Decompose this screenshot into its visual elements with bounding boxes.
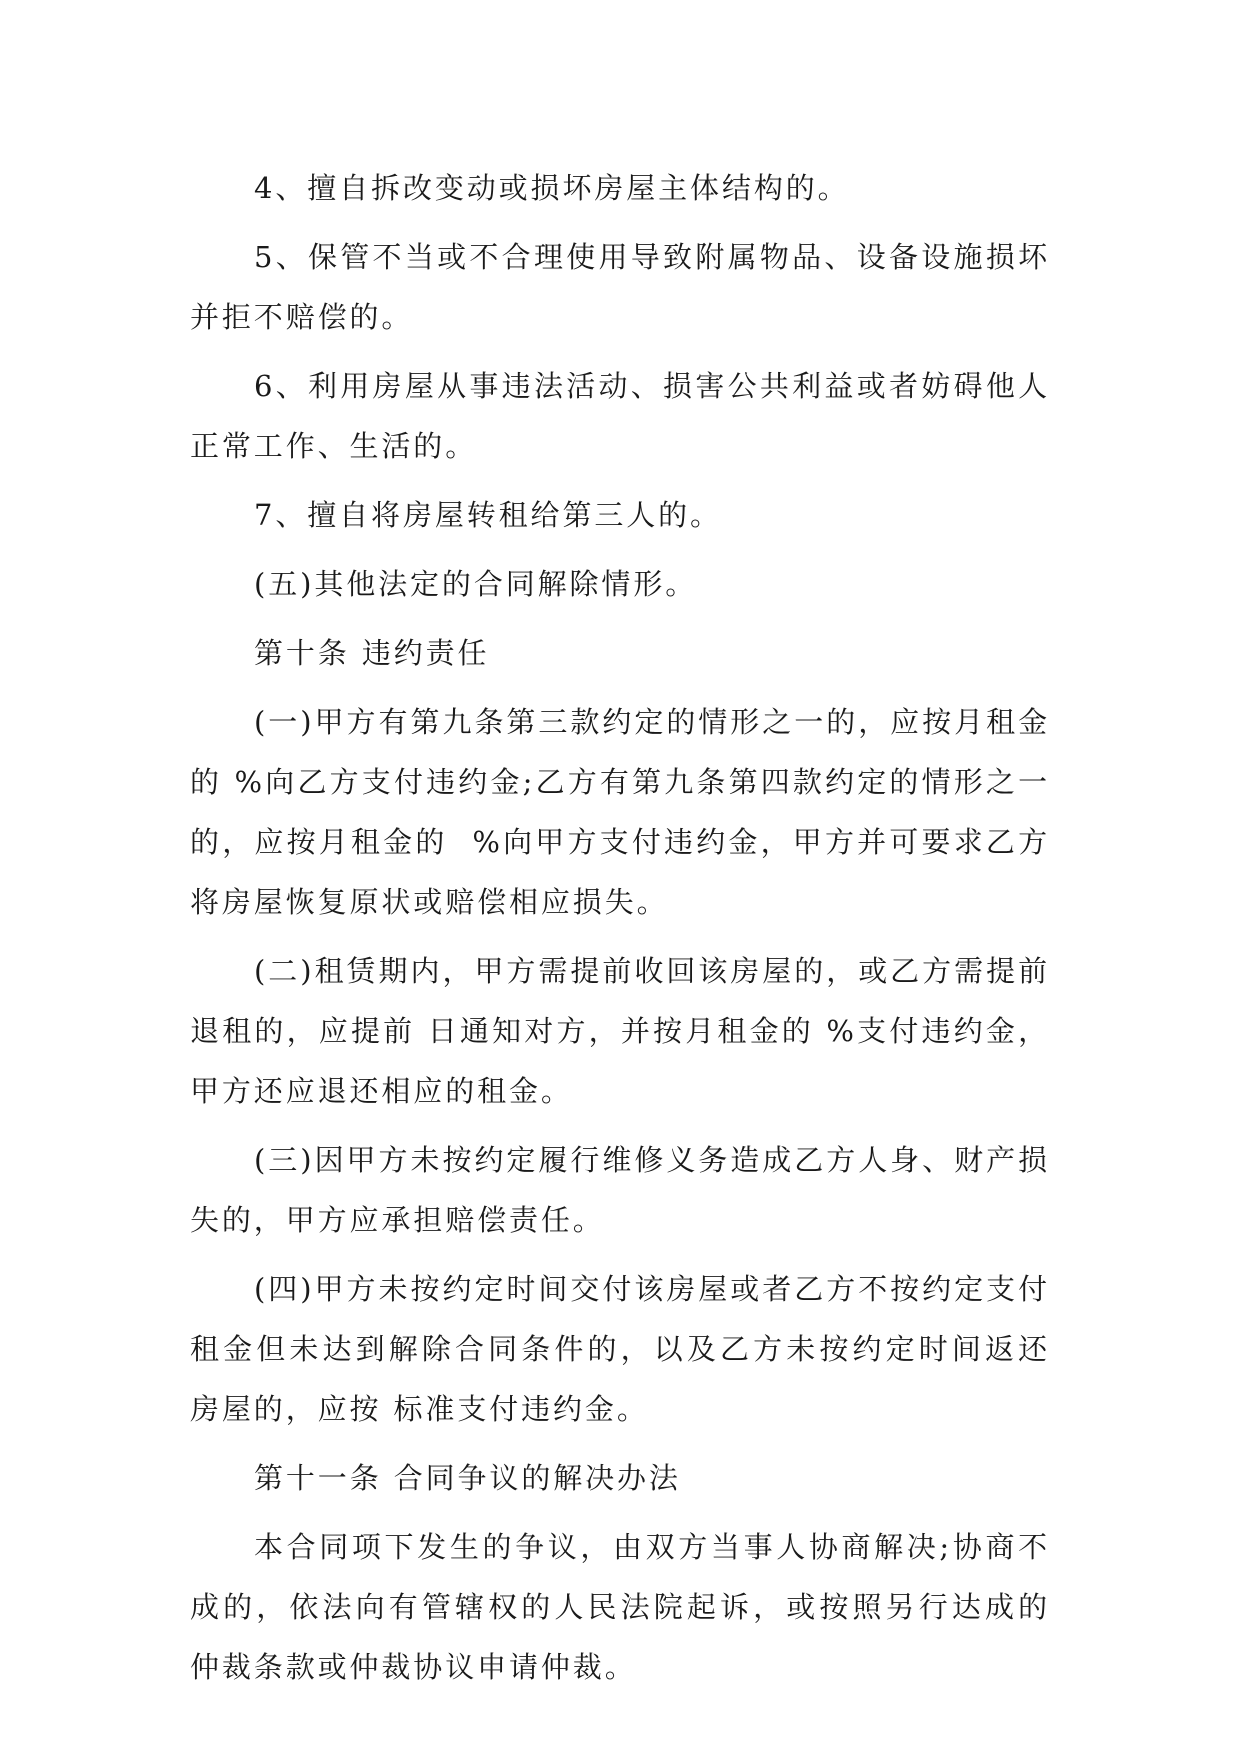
paragraph-clause-7: 7、擅自将房屋转租给第三人的。 [254,498,722,532]
paragraph-item-5: (五)其他法定的合同解除情形。 [254,567,698,601]
article-11-heading: 第十一条 合同争议的解决办法 [254,1461,681,1495]
paragraph-liability-3: (三)因甲方未按约定履行维修义务造成乙方人身、财产损失的，甲方应承担赔偿责任。 [190,1143,1050,1237]
paragraph-liability-4: (四)甲方未按约定时间交付该房屋或者乙方不按约定支付租金但未达到解除合同条件的，以及乙方未按约定时间返还房屋的，应按 标准支付违约金。 [190,1272,1050,1426]
paragraph-liability-1: (一)甲方有第九条第三款约定的情形之一的，应按月租金的 %向乙方支付违约金;乙方有第九条第四款约定的情形之一的，应按月租金的 %向甲方支付违约金，甲方并可要求乙方将房屋恢复原状或赔偿相应损失。 [190,705,1050,919]
paragraph-clause-5: 5、保管不当或不合理使用导致附属物品、设备设施损坏并拒不赔偿的。 [190,240,1050,334]
paragraph-clause-6: 6、利用房屋从事违法活动、损害公共利益或者妨碍他人正常工作、生活的。 [190,369,1050,463]
paragraph-liability-2: (二)租赁期内，甲方需提前收回该房屋的，或乙方需提前退租的，应提前 日通知对方，并按月租金的 %支付违约金，甲方还应退还相应的租金。 [190,954,1050,1108]
paragraph-dispute-resolution: 本合同项下发生的争议，由双方当事人协商解决;协商不成的，依法向有管辖权的人民法院起诉，或按照另行达成的仲裁条款或仲裁协议申请仲裁。 [190,1530,1050,1684]
article-10-heading: 第十条 违约责任 [254,636,490,670]
paragraph-clause-4: 4、擅自拆改变动或损坏房屋主体结构的。 [254,171,850,205]
document-body [190,158,1050,1706]
